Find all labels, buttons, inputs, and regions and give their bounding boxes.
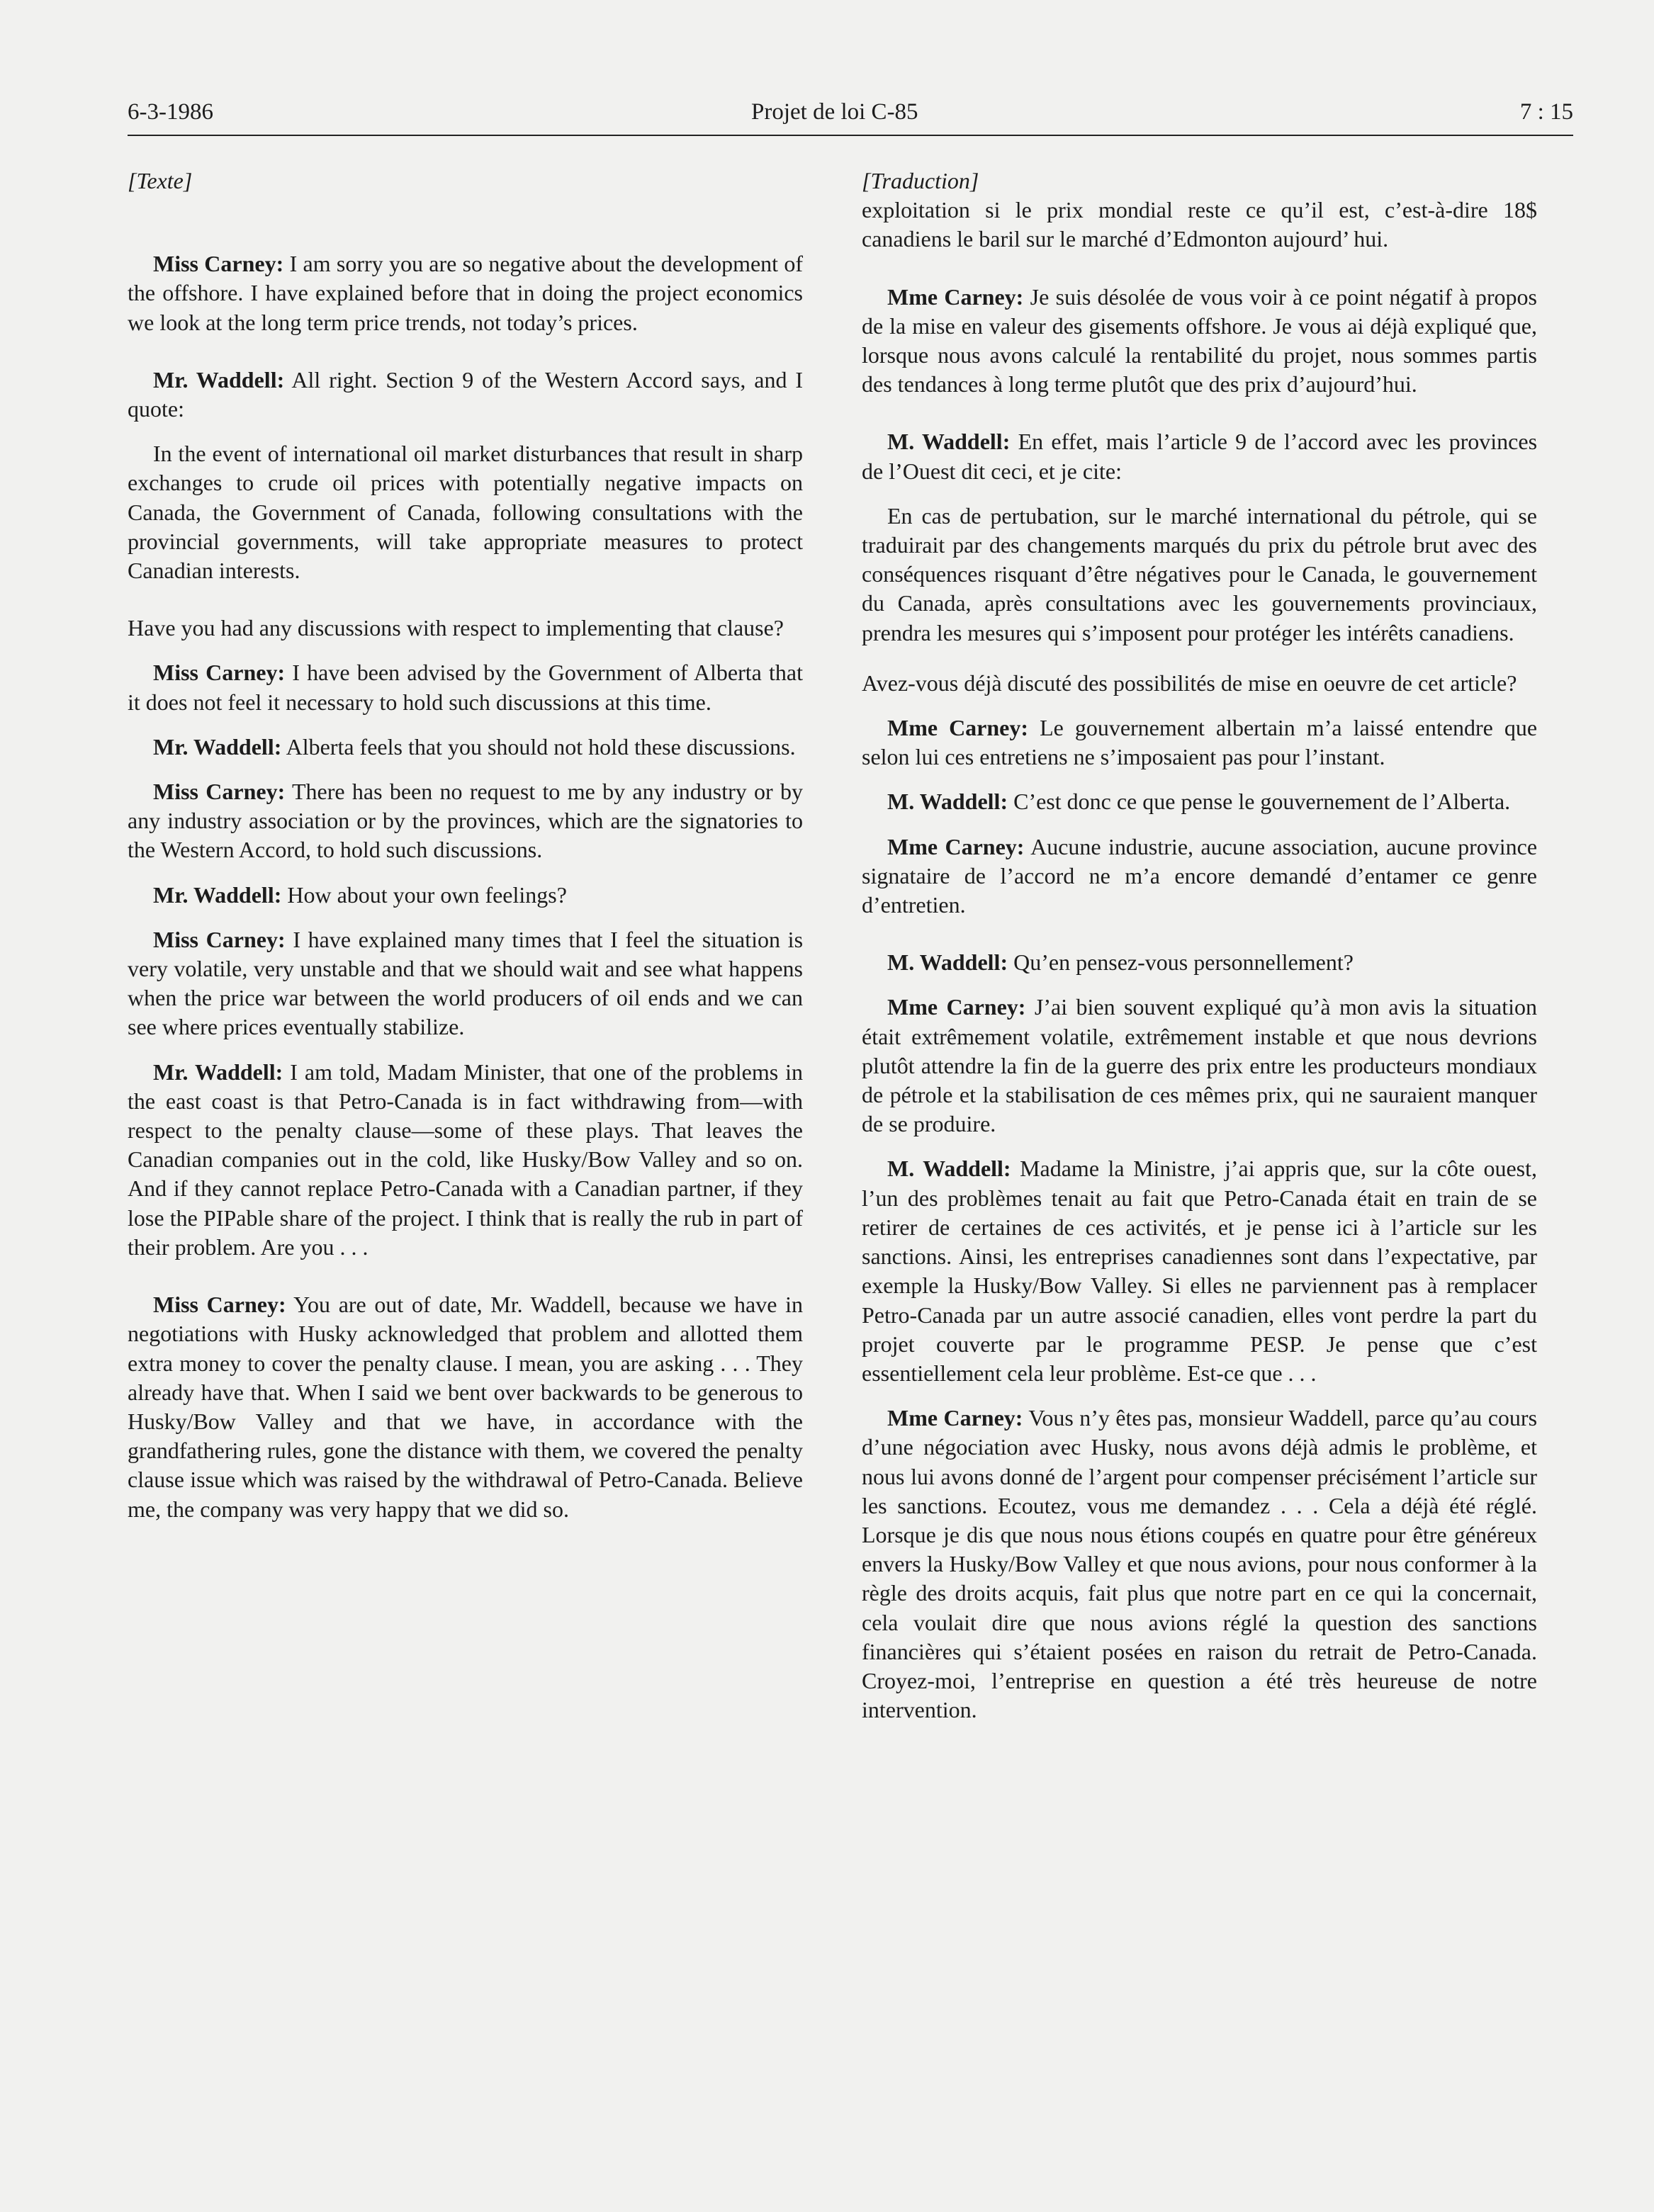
speaker-name: Mr. Waddell: (153, 881, 282, 908)
speech-text: Madame la Ministre, j’ai appris que, sur la côte ouest, l’un des problèmes tenait au fait que Petro-Canada était en train de se retirer de certaines de ces activités, et je pense ici à l’article sur les sanctions. Ainsi, les entreprises canadiennes sont dans l’expectative, par exemple la Husky/Bow Valley. Si elles ne parviennent pas à remplacer Petro-Canada par un autre associé canadien, elles vont perdre la part du projet couverte par le programme PESP. Je pense que c’est essentiellement cela leur problème. Est-ce que . . . (862, 1156, 1537, 1386)
speech-text: Vous n’y êtes pas, monsieur Waddell, parce qu’au cours d’une négociation avec Husky, nous avons déjà admis le problème, et nous lui avons donné de l’argent pour compenser précisément l’article sur les sanctions. Ecoutez, vous me demandez . . . Cela a déjà été réglé. Lorsque je dis que nous nous étions coupés en quatre pour être généreux envers la Husky/Bow Valley et que nous avions, pour nous conformer à la règle des droits acquis, fait plus que notre part en ce qui la concernait, cela voulait dire que nous avions réglé la question des sanctions financières qui s’étaient posées en raison du retrait de Petro-Canada. Croyez-moi, l’entreprise en question a été très heureuse de notre intervention. (862, 1405, 1538, 1723)
column-label-texte: [Texte] (128, 168, 193, 193)
speaker-name: M. Waddell: (887, 429, 1011, 455)
paragraph (862, 1404, 1537, 1725)
english-column (128, 167, 803, 1540)
paragraph (862, 427, 1537, 485)
paragraph (128, 925, 803, 1042)
speech-text: All right. Section 9 of the Western Accord says, and I quote: (128, 366, 803, 422)
speech-text: Qu’en pensez-vous personnellement? (1013, 949, 1354, 976)
speech-text: Le gouvernement albertain m’a laissé entendre que selon lui ces entretiens ne s’imposaient pas pour l’instant. (862, 715, 1538, 770)
speaker-name: M. Waddell: (887, 789, 1008, 815)
french-column (862, 167, 1537, 1740)
speaker-name: Miss Carney: (153, 660, 286, 686)
speaker-name: Miss Carney: (153, 1292, 286, 1318)
speaker-name: Mme Carney: (887, 994, 1026, 1020)
speech-text: J’ai bien souvent expliqué qu’à mon avis la situation était extrêmement volatile, extrêmement instable et que nous devrions plutôt attendre la fin de la guerre des prix entre les producteurs mondiaux de pétrole et la stabilisation de ces mêmes prix, qui ne sauraient manquer de se produire. (862, 994, 1538, 1137)
paragraph (862, 833, 1537, 920)
paragraph (128, 777, 803, 865)
paragraph (862, 283, 1537, 400)
speech-text: I have been advised by the Government of Alberta that it does not feel it necessary to hold such discussions at this time. (128, 660, 804, 715)
quoted-clause (862, 502, 1537, 648)
speaker-name: Miss Carney: (153, 926, 286, 952)
speech-text: In the event of international oil market disturbances that result in sharp exchanges to crude oil prices with potentially negative impacts on Canada, the Government of Canada, following consultations with the provincial governments, will take appropriate measures to protect Canadian interests. (128, 441, 803, 584)
speech-text: exploitation si le prix mondial reste ce qu’il est, c’est-à-dire 18$ canadiens le baril sur le marché d’Edmonton aujourd’ hui. (862, 197, 1537, 252)
speaker-name: Mr. Waddell: (153, 1059, 283, 1085)
speaker-name: Mme Carney: (887, 715, 1029, 741)
speaker-name: Miss Carney: (153, 251, 284, 277)
running-header (128, 96, 1573, 136)
speech-text: Avez-vous déjà discuté des possibilités de mise en oeuvre de cet article? (862, 670, 1517, 696)
paragraph (128, 658, 803, 716)
paragraph (862, 669, 1537, 698)
speech-text: I have explained many times that I feel the situation is very volatile, very unstable and that we should wait and see what happens when the price war between the world producers of oil ends and we can see where prices eventually stabilize. (128, 926, 804, 1040)
speaker-name: Mme Carney: (887, 283, 1024, 310)
speech-text: En cas de pertubation, sur le marché international du pétrole, qui se traduirait par des changements marqués du prix du pétrole brut avec des conséquences risquant d’être négatives pour le Canada, le gouvernement du Canada, après consultations avec les gouvernements provinciaux, prendra les mesures qui s’imposent pour protéger les intérêts canadiens. (862, 502, 1537, 645)
speech-text: En effet, mais l’article 9 de l’accord avec les provinces de l’Ouest dit ceci, et je cite: (862, 429, 1538, 484)
paragraph (862, 787, 1537, 816)
speech-text: Have you had any discussions with respect to implementing that clause? (128, 615, 784, 641)
paragraph (862, 993, 1537, 1139)
paragraph (862, 196, 1537, 254)
speaker-name: Mme Carney: (887, 1405, 1023, 1431)
speech-text: Alberta feels that you should not hold these discussions. (286, 733, 796, 760)
header-date: 6-3-1986 (128, 99, 213, 125)
speech-text: C’est donc ce que pense le gouvernement de l’Alberta. (1013, 789, 1511, 815)
paragraph (862, 713, 1537, 772)
paragraph (862, 948, 1537, 977)
paragraph (128, 366, 803, 424)
paragraph (128, 249, 803, 337)
quoted-clause (128, 439, 803, 585)
speech-text: Je suis désolée de vous voir à ce point négatif à propos de la mise en valeur des gisements offshore. Je vous ai déjà expliqué que, lorsque nous avons calculé la rentabilité du projet, nous sommes partis des tendances à long terme plutôt que des prix d’aujourd’hui. (862, 283, 1538, 397)
paragraph (862, 1154, 1537, 1388)
speech-text: I am sorry you are so negative about the development of the offshore. I have explained before that in doing the project economics we look at the long term price trends, not today’s prices. (128, 251, 804, 335)
speaker-name: M. Waddell: (887, 1156, 1011, 1182)
speaker-name: Miss Carney: (153, 779, 286, 805)
speech-text: I am told, Madam Minister, that one of the problems in the east coast is that Petro-Canada is in fact withdrawing from—with respect to the penalty clause—some of these plays. That leaves the Canadian companies out in the cold, like Husky/Bow Valley and so on. And if they cannot replace Petro-Canada with a Canadian partner, if they lose the PIPable share of the project. I think that is really the rub in part of their problem. Are you . . . (128, 1059, 804, 1260)
speaker-name: Mme Carney: (887, 833, 1025, 859)
speaker-name: Mr. Waddell: (153, 366, 285, 393)
paragraph (128, 1058, 803, 1262)
paragraph (128, 1290, 803, 1524)
speaker-name: M. Waddell: (887, 949, 1008, 976)
header-page-number: 7 : 15 (1519, 99, 1573, 125)
paragraph (128, 881, 803, 910)
header-title: Projet de loi C-85 (751, 99, 918, 125)
paragraph (128, 733, 803, 762)
speech-text: There has been no request to me by any industry or by any industry association or by the provinces, which are the signatories to the Western Accord, to hold such discussions. (128, 779, 804, 863)
speech-text: Aucune industrie, aucune association, aucune province signataire de l’accord ne m’a encore demandé d’entamer ce genre d’entretien. (862, 833, 1538, 918)
column-label-traduction: [Traduction] (862, 168, 979, 193)
paragraph (128, 614, 803, 643)
speech-text: How about your own feelings? (287, 881, 567, 908)
speech-text: You are out of date, Mr. Waddell, because we have in negotiations with Husky acknowledged that problem and allotted them extra money to cover the penalty clause. I mean, you are asking . . . They already have that. When I said we bent over backwards to be generous to Husky/Bow Valley and that we have, in accordance with the grandfathering rules, gone the distance with them, we covered the penalty clause issue which was raised by the withdrawal of Petro-Canada. Believe me, the company was very happy that we did so. (128, 1292, 804, 1522)
speaker-name: Mr. Waddell: (153, 733, 282, 760)
